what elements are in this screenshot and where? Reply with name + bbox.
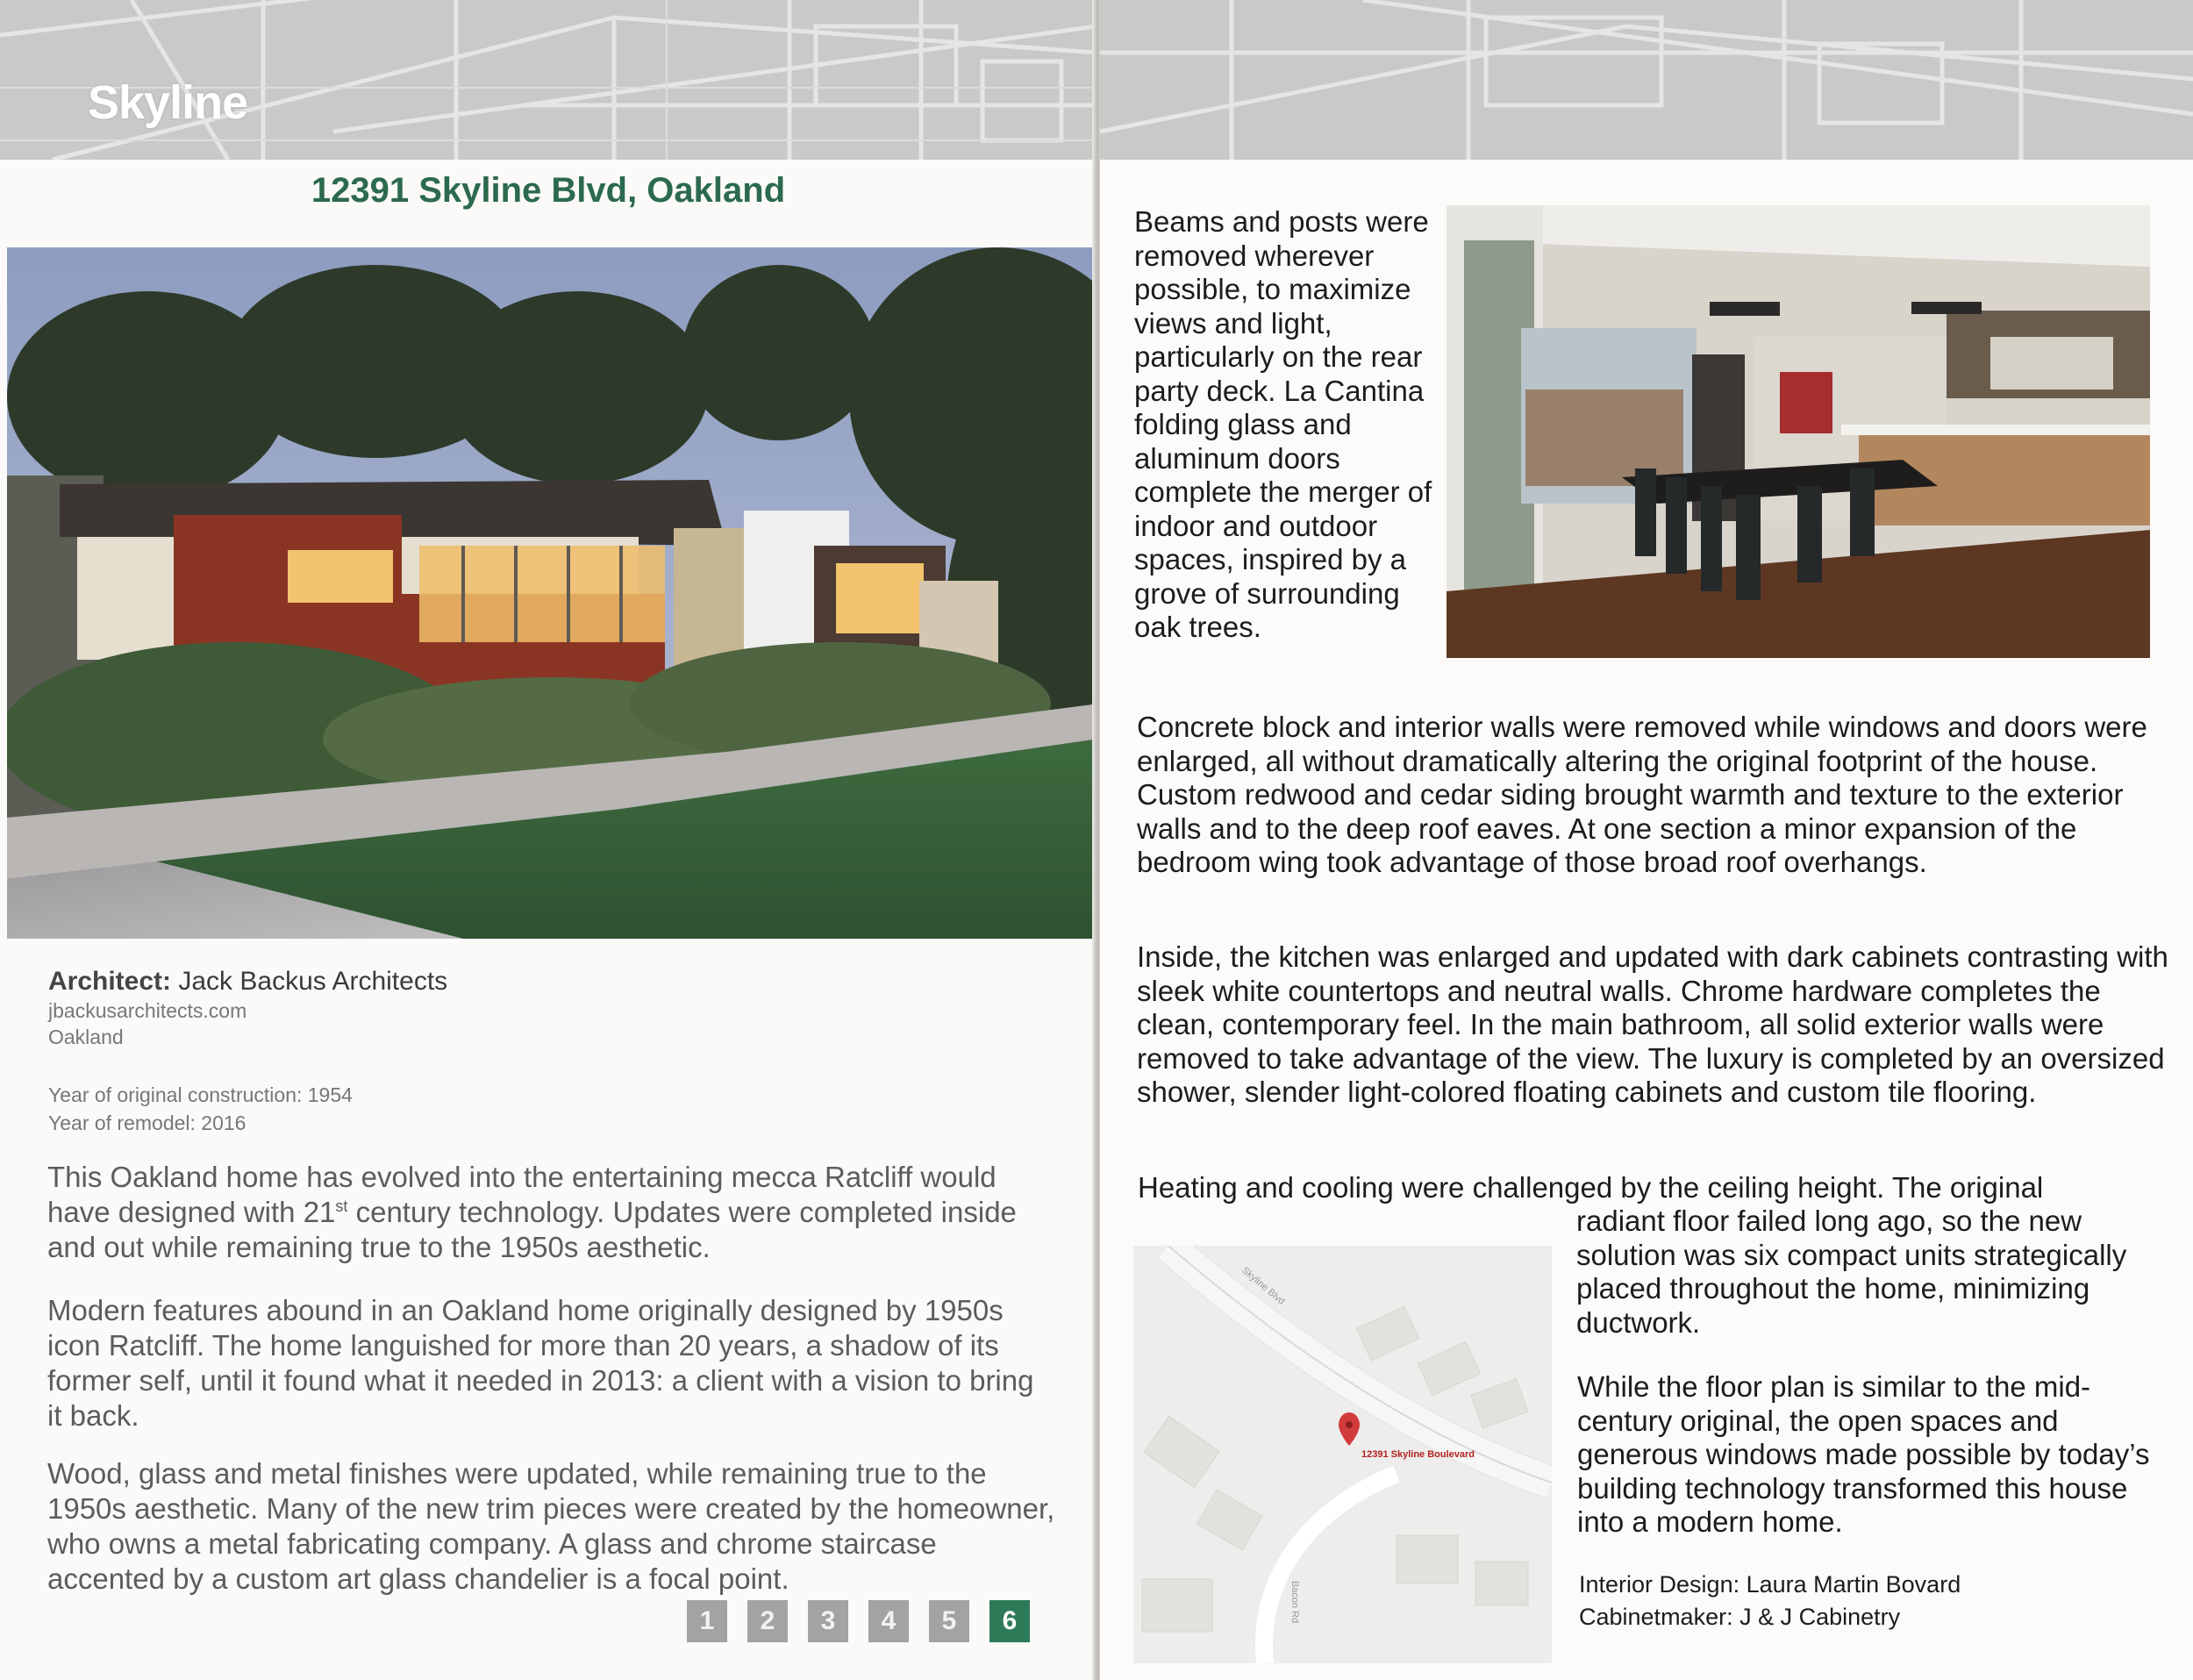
- right-paragraph-4: [1577, 1370, 2156, 1540]
- blueprint-pattern-right: [1100, 0, 2193, 160]
- map-marker-label: 12391 Skyline Boulevard: [1361, 1449, 1475, 1460]
- left-paragraph-3-text: Wood, glass and metal finishes were updated, while remaining true to the 1950s aesthetic. Many of the new trim pieces were created by the homeowner, who owns a metal fabricating company. A glass and chrome staircase accented by a custom art glass chandelier is a focal point.: [47, 1457, 1055, 1595]
- right-paragraph-3-rest-text: radiant floor failed long ago, so the new solution was six compact units strategically placed throughout the home, minimizing ductwork.: [1576, 1205, 2127, 1339]
- right-intro-paragraph: [1134, 205, 1450, 645]
- left-paragraph-1-part-b: century technology. Updates were completed inside and out while remaining true to the 1950s aesthetic.: [47, 1196, 1017, 1263]
- cabinetmaker-credit: Cabinetmaker: J & J Cabinetry: [1579, 1604, 1901, 1630]
- years-block: [48, 1081, 353, 1137]
- year-remodel: Year of remodel: 2016: [48, 1112, 246, 1134]
- listing-title: 12391 Skyline Blvd, Oakland: [311, 171, 786, 210]
- architect-block: [48, 967, 1013, 1049]
- left-paragraph-3: [47, 1456, 1056, 1597]
- left-paragraph-1-part-a: This Oakland home has evolved into the entertaining mecca Ratcliff would have designed with 21: [47, 1161, 996, 1228]
- architect-label: Architect:: [48, 967, 172, 996]
- location-map[interactable]: [1133, 1246, 1552, 1663]
- page-button-1[interactable]: 1: [687, 1600, 727, 1642]
- left-paragraph-2-text: Modern features abound in an Oakland home originally designed by 1950s icon Ratcliff. The home languished for more than 20 years, a shadow of its former self, until it found what it needed in 2013: a client with a vision to bring it back.: [47, 1294, 1034, 1432]
- brand-title: Skyline: [88, 76, 248, 129]
- page-button-2[interactable]: 2: [747, 1600, 788, 1642]
- right-paragraph-3-rest: [1576, 1205, 2173, 1340]
- architect-name: Jack Backus Architects: [178, 967, 448, 996]
- architect-website: jbackusarchitects.com: [48, 999, 247, 1022]
- map-street-label-2: Bacon Rd: [1289, 1580, 1301, 1624]
- right-paragraph-2: [1137, 940, 2172, 1110]
- credits-block: [1579, 1569, 1961, 1634]
- interior-kitchen-photo: [1447, 205, 2150, 658]
- year-original: Year of original construction: 1954: [48, 1083, 353, 1106]
- right-intro-text: Beams and posts were removed wherever possible, to maximize views and light, particularly on the rear party deck. La Cantina folding glass and aluminum doors complete the merger of indoor and outdoor spaces, inspired by a grove of surrounding oak trees.: [1134, 205, 1432, 643]
- map-street-label-1: Skyline Blvd: [1239, 1265, 1287, 1307]
- exterior-house-photo: [7, 247, 1096, 939]
- right-paragraph-2-text: Inside, the kitchen was enlarged and updated with dark cabinets contrasting with sleek white countertops and neutral walls. Chrome hardware completes the clean, contemporary feel. In the main bathroom, all solid exterior walls were removed to take advantage of the view. The luxury is completed by an oversized shower, slender light-colored floating cabinets and custom tile flooring.: [1137, 940, 2168, 1108]
- right-paragraph-4-text: While the floor plan is similar to the mid-century original, the open spaces and generous windows made possible by today’s building technology transformed this house into a modern home.: [1577, 1370, 2150, 1538]
- ordinal-suffix: st: [335, 1197, 348, 1215]
- map-graphic: [1133, 1246, 1552, 1663]
- left-paragraph-1: [47, 1160, 1056, 1265]
- right-paragraph-1-text: Concrete block and interior walls were removed while windows and doors were enlarged, all without dramatically altering the original footprint of the house. Custom redwood and cedar siding brought warmth and texture to the exterior walls and to the deep roof eaves. At one section a minor expansion of the bedroom wing took advantage of those broad roof overhangs.: [1137, 711, 2147, 878]
- page-button-3[interactable]: 3: [808, 1600, 848, 1642]
- right-paragraph-3-first-line-text: Heating and cooling were challenged by the ceiling height. The original: [1138, 1171, 2044, 1204]
- architect-line: [48, 967, 1013, 997]
- page-button-4[interactable]: 4: [868, 1600, 909, 1642]
- page-navigation: [687, 1600, 1030, 1642]
- interior-design-credit: Interior Design: Laura Martin Bovard: [1579, 1571, 1961, 1598]
- header-banner-right: [1100, 0, 2193, 160]
- header-banner: [0, 0, 1096, 160]
- left-page: [0, 0, 1096, 1680]
- left-paragraph-2: [47, 1293, 1056, 1433]
- right-paragraph-3-first-line: [1138, 1171, 2173, 1205]
- page-button-6-active[interactable]: 6: [989, 1600, 1030, 1642]
- page-button-5[interactable]: 5: [929, 1600, 969, 1642]
- architect-city: Oakland: [48, 1026, 124, 1048]
- right-paragraph-1: [1137, 711, 2172, 880]
